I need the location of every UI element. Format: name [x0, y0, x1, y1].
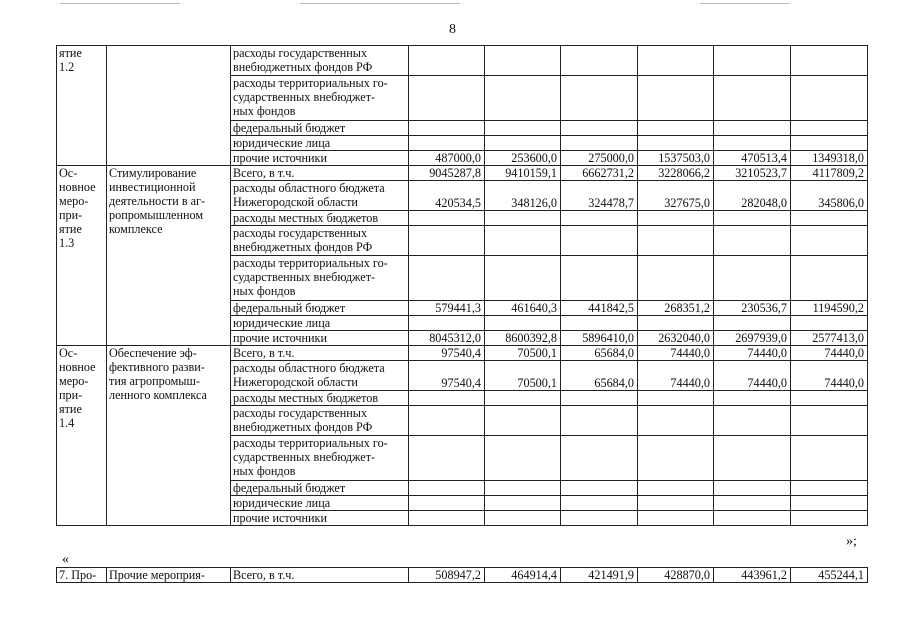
value-cell [561, 406, 638, 436]
closing-quote: »; [846, 534, 857, 549]
value-cell [485, 121, 561, 136]
value-cell: 4117809,2 [791, 166, 868, 181]
value-cell [485, 136, 561, 151]
value-cell [791, 316, 868, 331]
value-cell: 74440,0 [791, 361, 868, 391]
value-cell [485, 76, 561, 121]
value-cell [714, 481, 791, 496]
activity-number-cell: Ос- новное меро- при- ятие 1.4 [57, 346, 107, 526]
value-cell: 324478,7 [561, 181, 638, 211]
value-cell: 487000,0 [409, 151, 485, 166]
funding-source-cell: расходы областного бюджета Нижегородской области [231, 361, 409, 391]
value-cell [638, 136, 714, 151]
table-row [57, 46, 868, 76]
value-cell: 327675,0 [638, 181, 714, 211]
funding-table-continuation [56, 567, 868, 583]
value-cell [791, 226, 868, 256]
value-cell [638, 406, 714, 436]
funding-table [56, 45, 868, 526]
value-cell [638, 436, 714, 481]
value-cell: 1194590,2 [791, 301, 868, 316]
value-cell [409, 76, 485, 121]
value-cell [791, 46, 868, 76]
value-cell [714, 136, 791, 151]
value-cell [561, 391, 638, 406]
table-row [57, 568, 868, 583]
funding-source-cell: расходы территориальных го- сударственных внебюджет- ных фондов [231, 256, 409, 301]
value-cell [638, 256, 714, 301]
value-cell: 3228066,2 [638, 166, 714, 181]
value-cell [561, 316, 638, 331]
value-cell: 428870,0 [638, 568, 714, 583]
value-cell [714, 121, 791, 136]
value-cell: 579441,3 [409, 301, 485, 316]
table-row [57, 166, 868, 181]
value-cell: 1537503,0 [638, 151, 714, 166]
funding-source-cell: расходы государственных внебюджетных фондов РФ [231, 226, 409, 256]
value-cell: 268351,2 [638, 301, 714, 316]
value-cell [638, 496, 714, 511]
value-cell: 3210523,7 [714, 166, 791, 181]
funding-source-cell: федеральный бюджет [231, 481, 409, 496]
value-cell: 455244,1 [791, 568, 868, 583]
funding-source-cell: Всего, в т.ч. [231, 166, 409, 181]
value-cell: 65684,0 [561, 346, 638, 361]
value-cell [714, 76, 791, 121]
value-cell: 2632040,0 [638, 331, 714, 346]
value-cell [791, 256, 868, 301]
value-cell: 9410159,1 [485, 166, 561, 181]
source-cell: Всего, в т.ч. [231, 568, 409, 583]
value-cell: 2697939,0 [714, 331, 791, 346]
value-cell [561, 226, 638, 256]
funding-source-cell: юридические лица [231, 496, 409, 511]
value-cell [791, 76, 868, 121]
value-cell [714, 436, 791, 481]
value-cell: 8045312,0 [409, 331, 485, 346]
value-cell: 74440,0 [638, 346, 714, 361]
value-cell [409, 136, 485, 151]
funding-source-cell: расходы местных бюджетов [231, 391, 409, 406]
funding-source-cell: расходы местных бюджетов [231, 211, 409, 226]
value-cell: 421491,9 [561, 568, 638, 583]
value-cell [638, 511, 714, 526]
value-cell: 461640,3 [485, 301, 561, 316]
value-cell [714, 211, 791, 226]
activity-number-cell: ятие 1.2 [57, 46, 107, 166]
funding-source-cell: расходы областного бюджета Нижегородской области [231, 181, 409, 211]
value-cell [791, 121, 868, 136]
value-cell: 97540,4 [409, 361, 485, 391]
value-cell [791, 136, 868, 151]
value-cell [561, 121, 638, 136]
value-cell: 70500,1 [485, 346, 561, 361]
value-cell [791, 391, 868, 406]
value-cell [791, 406, 868, 436]
value-cell [791, 511, 868, 526]
value-cell: 74440,0 [791, 346, 868, 361]
value-cell [409, 481, 485, 496]
page-number: 8 [449, 22, 456, 37]
value-cell: 74440,0 [714, 361, 791, 391]
value-cell: 443961,2 [714, 568, 791, 583]
activity-name-cell: Стимулирование инвестиционной деятельности в аг- ропромышленном комплексе [107, 166, 231, 346]
value-cell [409, 436, 485, 481]
funding-source-cell: расходы территориальных го- сударственных внебюджет- ных фондов [231, 436, 409, 481]
funding-source-cell: расходы государственных внебюджетных фондов РФ [231, 406, 409, 436]
value-cell [714, 316, 791, 331]
value-cell [409, 406, 485, 436]
value-cell: 508947,2 [409, 568, 485, 583]
value-cell [485, 256, 561, 301]
value-cell [638, 391, 714, 406]
value-cell: 282048,0 [714, 181, 791, 211]
value-cell [561, 256, 638, 301]
funding-source-cell: федеральный бюджет [231, 301, 409, 316]
activity-name-cell: Прочие мероприя- [107, 568, 231, 583]
value-cell [485, 481, 561, 496]
value-cell: 9045287,8 [409, 166, 485, 181]
activity-name-cell: Обеспечение эф- фективного разви- тия агропромыш- ленного комплекса [107, 346, 231, 526]
value-cell [561, 211, 638, 226]
value-cell [409, 211, 485, 226]
value-cell [485, 406, 561, 436]
value-cell [485, 226, 561, 256]
value-cell [409, 226, 485, 256]
value-cell [485, 316, 561, 331]
value-cell [409, 256, 485, 301]
value-cell: 441842,5 [561, 301, 638, 316]
funding-source-cell: расходы государственных внебюджетных фондов РФ [231, 46, 409, 76]
value-cell [485, 436, 561, 481]
value-cell [485, 496, 561, 511]
funding-source-cell: юридические лица [231, 136, 409, 151]
value-cell [638, 226, 714, 256]
value-cell [791, 496, 868, 511]
value-cell: 230536,7 [714, 301, 791, 316]
value-cell [561, 76, 638, 121]
value-cell [714, 511, 791, 526]
value-cell [638, 46, 714, 76]
value-cell [485, 511, 561, 526]
value-cell: 70500,1 [485, 361, 561, 391]
value-cell [638, 481, 714, 496]
value-cell: 8600392,8 [485, 331, 561, 346]
value-cell [409, 391, 485, 406]
value-cell: 464914,4 [485, 568, 561, 583]
value-cell [714, 406, 791, 436]
value-cell [791, 481, 868, 496]
funding-source-cell: прочие источники [231, 511, 409, 526]
activity-name-cell [107, 46, 231, 166]
value-cell: 1349318,0 [791, 151, 868, 166]
scan-artifact-line [700, 3, 790, 4]
value-cell [485, 46, 561, 76]
scan-artifact-line [300, 3, 460, 4]
table-row [57, 346, 868, 361]
value-cell: 275000,0 [561, 151, 638, 166]
value-cell [409, 496, 485, 511]
value-cell [409, 511, 485, 526]
funding-source-cell: расходы территориальных го- сударственных внебюджет- ных фондов [231, 76, 409, 121]
value-cell: 97540,4 [409, 346, 485, 361]
funding-source-cell: прочие источники [231, 151, 409, 166]
value-cell [561, 46, 638, 76]
value-cell: 470513,4 [714, 151, 791, 166]
value-cell [714, 391, 791, 406]
value-cell [638, 121, 714, 136]
value-cell [714, 46, 791, 76]
value-cell [714, 226, 791, 256]
value-cell [561, 496, 638, 511]
value-cell [485, 391, 561, 406]
value-cell: 420534,5 [409, 181, 485, 211]
funding-source-cell: прочие источники [231, 331, 409, 346]
value-cell [638, 211, 714, 226]
value-cell: 5896410,0 [561, 331, 638, 346]
value-cell: 74440,0 [638, 361, 714, 391]
value-cell [561, 136, 638, 151]
value-cell: 345806,0 [791, 181, 868, 211]
value-cell [561, 436, 638, 481]
value-cell [409, 46, 485, 76]
row-label-cell: 7. Про- [57, 568, 107, 583]
value-cell [714, 496, 791, 511]
funding-source-cell: юридические лица [231, 316, 409, 331]
value-cell: 74440,0 [714, 346, 791, 361]
opening-quote: « [62, 552, 69, 567]
value-cell [714, 256, 791, 301]
value-cell [638, 76, 714, 121]
value-cell: 65684,0 [561, 361, 638, 391]
value-cell [791, 211, 868, 226]
value-cell [409, 316, 485, 331]
value-cell [409, 121, 485, 136]
funding-source-cell: федеральный бюджет [231, 121, 409, 136]
value-cell: 2577413,0 [791, 331, 868, 346]
value-cell [561, 511, 638, 526]
value-cell [791, 436, 868, 481]
scan-artifact-line [60, 3, 180, 4]
value-cell [561, 481, 638, 496]
value-cell: 348126,0 [485, 181, 561, 211]
value-cell: 6662731,2 [561, 166, 638, 181]
funding-source-cell: Всего, в т.ч. [231, 346, 409, 361]
activity-number-cell: Ос- новное меро- при- ятие 1.3 [57, 166, 107, 346]
value-cell: 253600,0 [485, 151, 561, 166]
value-cell [638, 316, 714, 331]
value-cell [485, 211, 561, 226]
